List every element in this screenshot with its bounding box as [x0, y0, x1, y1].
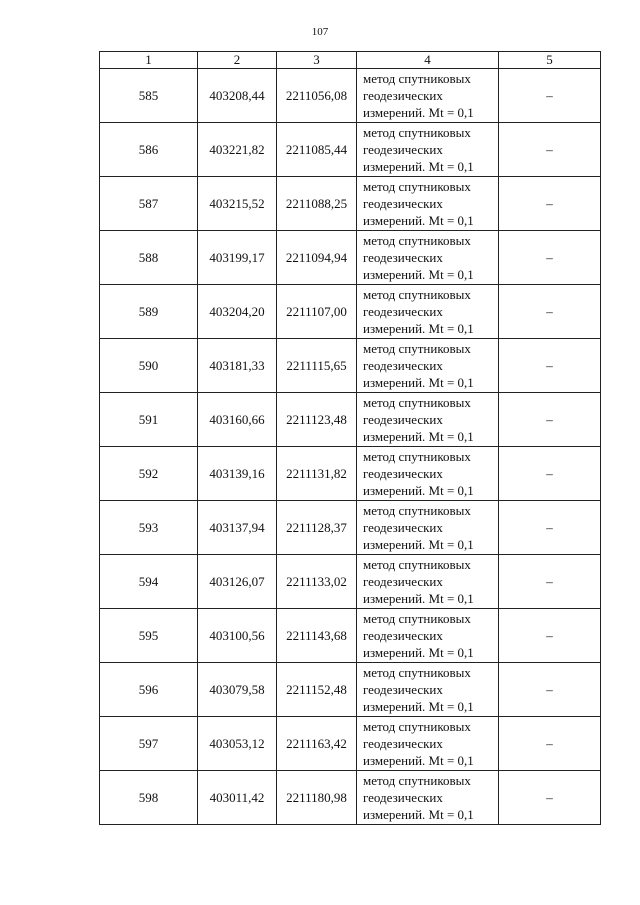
page-number: 107	[311, 26, 329, 38]
point-number-cell: 598	[100, 771, 198, 825]
method-text-line: метод спутниковых	[363, 233, 471, 248]
header-col-2: 2	[198, 52, 277, 69]
table-row	[100, 501, 601, 555]
x-coordinate-cell: 403011,42	[198, 771, 277, 825]
table-row	[100, 555, 601, 609]
method-cell	[357, 123, 499, 177]
method-text-line: метод спутниковых	[363, 71, 471, 86]
y-coordinate-cell: 2211056,08	[277, 69, 357, 123]
method-text-line: измерений. Mt = 0,1	[363, 537, 474, 552]
method-text-line: геодезических	[363, 520, 443, 535]
method-text-line: метод спутниковых	[363, 449, 471, 464]
table-row	[100, 123, 601, 177]
point-number-cell: 586	[100, 123, 198, 177]
table-row	[100, 717, 601, 771]
x-coordinate-cell: 403126,07	[198, 555, 277, 609]
note-cell: –	[499, 69, 601, 123]
point-number-cell: 591	[100, 393, 198, 447]
method-text-line: геодезических	[363, 142, 443, 157]
x-coordinate-cell: 403199,17	[198, 231, 277, 285]
point-number-cell: 592	[100, 447, 198, 501]
y-coordinate-cell: 2211152,48	[277, 663, 357, 717]
y-coordinate-cell: 2211115,65	[277, 339, 357, 393]
method-cell	[357, 555, 499, 609]
table-row	[100, 609, 601, 663]
y-coordinate-cell: 2211094,94	[277, 231, 357, 285]
x-coordinate-cell: 403208,44	[198, 69, 277, 123]
method-text-line: измерений. Mt = 0,1	[363, 645, 474, 660]
method-text-line: геодезических	[363, 466, 443, 481]
x-coordinate-cell: 403053,12	[198, 717, 277, 771]
point-number-cell: 590	[100, 339, 198, 393]
header-col-5: 5	[499, 52, 601, 69]
header-col-1: 1	[100, 52, 198, 69]
method-text-line: геодезических	[363, 790, 443, 805]
method-text-line: измерений. Mt = 0,1	[363, 591, 474, 606]
y-coordinate-cell: 2211123,48	[277, 393, 357, 447]
method-cell	[357, 285, 499, 339]
method-cell	[357, 501, 499, 555]
method-cell	[357, 447, 499, 501]
y-coordinate-cell: 2211128,37	[277, 501, 357, 555]
table-row	[100, 663, 601, 717]
method-text-line: метод спутниковых	[363, 503, 471, 518]
method-text-line: геодезических	[363, 682, 443, 697]
point-number-cell: 589	[100, 285, 198, 339]
coordinates-table	[99, 51, 601, 825]
method-text-line: метод спутниковых	[363, 773, 471, 788]
method-text-line: геодезических	[363, 736, 443, 751]
note-cell: –	[499, 555, 601, 609]
method-text-line: геодезических	[363, 358, 443, 373]
point-number-cell: 585	[100, 69, 198, 123]
method-cell	[357, 69, 499, 123]
point-number-cell: 587	[100, 177, 198, 231]
method-text-line: измерений. Mt = 0,1	[363, 105, 474, 120]
method-text-line: измерений. Mt = 0,1	[363, 375, 474, 390]
table-row	[100, 771, 601, 825]
table-row	[100, 285, 601, 339]
method-cell	[357, 177, 499, 231]
method-text-line: геодезических	[363, 412, 443, 427]
y-coordinate-cell: 2211163,42	[277, 717, 357, 771]
header-col-3: 3	[277, 52, 357, 69]
note-cell: –	[499, 501, 601, 555]
table-row	[100, 393, 601, 447]
y-coordinate-cell: 2211085,44	[277, 123, 357, 177]
x-coordinate-cell: 403204,20	[198, 285, 277, 339]
note-cell: –	[499, 231, 601, 285]
note-cell: –	[499, 771, 601, 825]
method-text-line: геодезических	[363, 574, 443, 589]
table-row	[100, 447, 601, 501]
x-coordinate-cell: 403137,94	[198, 501, 277, 555]
header-col-4: 4	[357, 52, 499, 69]
table-row	[100, 339, 601, 393]
note-cell: –	[499, 393, 601, 447]
point-number-cell: 595	[100, 609, 198, 663]
method-text-line: измерений. Mt = 0,1	[363, 213, 474, 228]
method-text-line: измерений. Mt = 0,1	[363, 807, 474, 822]
table-row	[100, 231, 601, 285]
method-text-line: метод спутниковых	[363, 287, 471, 302]
method-cell	[357, 231, 499, 285]
method-cell	[357, 771, 499, 825]
method-cell	[357, 339, 499, 393]
method-text-line: метод спутниковых	[363, 179, 471, 194]
table-row	[100, 177, 601, 231]
method-text-line: измерений. Mt = 0,1	[363, 267, 474, 282]
method-text-line: измерений. Mt = 0,1	[363, 699, 474, 714]
table-header-row	[100, 52, 601, 69]
note-cell: –	[499, 663, 601, 717]
method-cell	[357, 663, 499, 717]
point-number-cell: 597	[100, 717, 198, 771]
note-cell: –	[499, 339, 601, 393]
method-text-line: измерений. Mt = 0,1	[363, 321, 474, 336]
method-text-line: метод спутниковых	[363, 611, 471, 626]
method-text-line: метод спутниковых	[363, 665, 471, 680]
note-cell: –	[499, 717, 601, 771]
y-coordinate-cell: 2211131,82	[277, 447, 357, 501]
method-text-line: геодезических	[363, 250, 443, 265]
y-coordinate-cell: 2211107,00	[277, 285, 357, 339]
point-number-cell: 593	[100, 501, 198, 555]
method-text-line: измерений. Mt = 0,1	[363, 429, 474, 444]
method-text-line: геодезических	[363, 196, 443, 211]
x-coordinate-cell: 403160,66	[198, 393, 277, 447]
x-coordinate-cell: 403139,16	[198, 447, 277, 501]
method-text-line: метод спутниковых	[363, 557, 471, 572]
y-coordinate-cell: 2211088,25	[277, 177, 357, 231]
x-coordinate-cell: 403181,33	[198, 339, 277, 393]
x-coordinate-cell: 403079,58	[198, 663, 277, 717]
method-text-line: измерений. Mt = 0,1	[363, 483, 474, 498]
method-text-line: измерений. Mt = 0,1	[363, 159, 474, 174]
method-cell	[357, 393, 499, 447]
y-coordinate-cell: 2211133,02	[277, 555, 357, 609]
point-number-cell: 594	[100, 555, 198, 609]
note-cell: –	[499, 609, 601, 663]
point-number-cell: 588	[100, 231, 198, 285]
method-text-line: метод спутниковых	[363, 719, 471, 734]
method-text-line: метод спутниковых	[363, 125, 471, 140]
x-coordinate-cell: 403221,82	[198, 123, 277, 177]
y-coordinate-cell: 2211180,98	[277, 771, 357, 825]
method-text-line: геодезических	[363, 628, 443, 643]
note-cell: –	[499, 285, 601, 339]
x-coordinate-cell: 403215,52	[198, 177, 277, 231]
point-number-cell: 596	[100, 663, 198, 717]
method-text-line: геодезических	[363, 88, 443, 103]
method-cell	[357, 717, 499, 771]
method-text-line: геодезических	[363, 304, 443, 319]
note-cell: –	[499, 447, 601, 501]
note-cell: –	[499, 123, 601, 177]
y-coordinate-cell: 2211143,68	[277, 609, 357, 663]
method-text-line: метод спутниковых	[363, 341, 471, 356]
note-cell: –	[499, 177, 601, 231]
x-coordinate-cell: 403100,56	[198, 609, 277, 663]
method-text-line: метод спутниковых	[363, 395, 471, 410]
table-body	[100, 69, 601, 825]
method-text-line: измерений. Mt = 0,1	[363, 753, 474, 768]
method-cell	[357, 609, 499, 663]
table-row	[100, 69, 601, 123]
